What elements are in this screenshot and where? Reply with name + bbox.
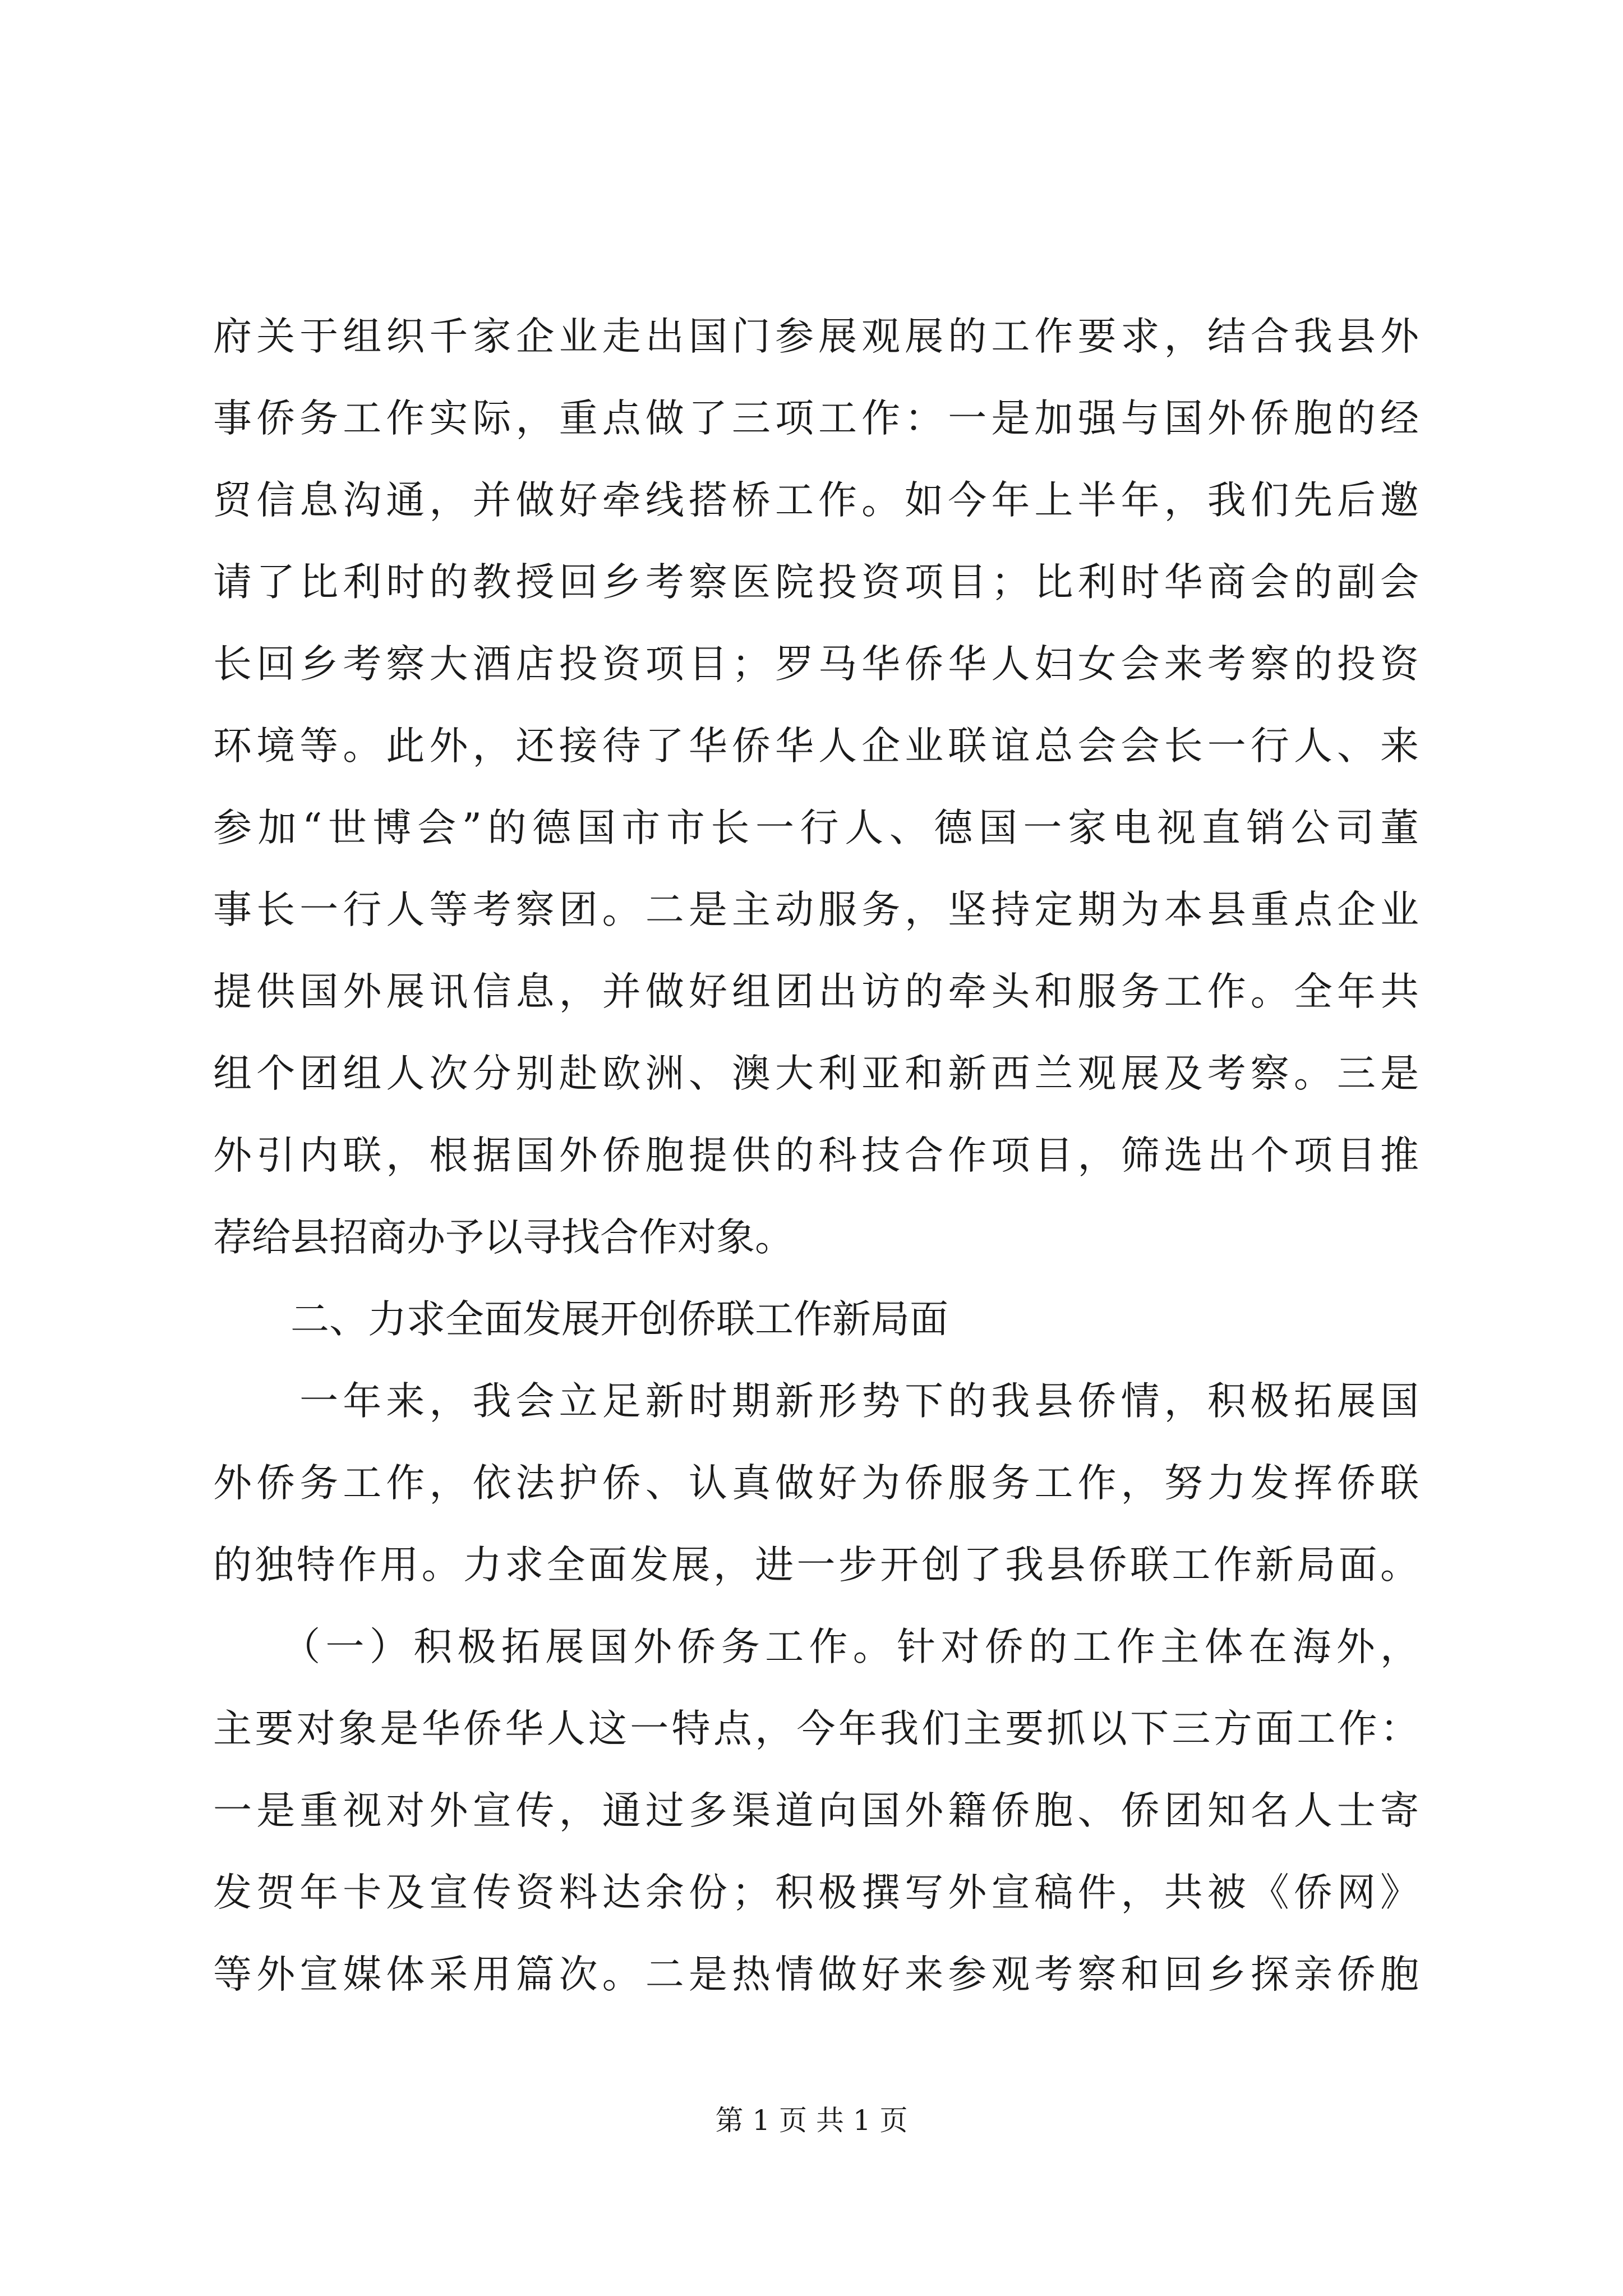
text-line: 发贺年卡及宣传资料达余份；积极撰写外宣稿件，共被《侨网》 (213, 1870, 1419, 1915)
text-line: 外引内联，根据国外侨胞提供的科技合作项目，筛选出个项目推 (213, 1133, 1419, 1178)
page-number-footer: 第 1 页 共 1 页 (715, 2104, 908, 2137)
text-line: 参加“世博会”的德国市市长一行人、德国一家电视直销公司董 (213, 806, 1419, 850)
text-line: 一年来，我会立足新时期新形势下的我县侨情，积极拓展国 (213, 1379, 1419, 1424)
text-line: （一）积极拓展国外侨务工作。针对侨的工作主体在海外， (213, 1625, 1419, 1669)
text-line: 事长一行人等考察团。二是主动服务，坚持定期为本县重点企业 (213, 887, 1419, 932)
text-line: 贸信息沟通，并做好牵线搭桥工作。如今年上半年，我们先后邀 (213, 478, 1419, 523)
text-line: 组个团组人次分别赴欧洲、澳大利亚和新西兰观展及考察。三是 (213, 1051, 1419, 1096)
text-line: 外侨务工作，依法护侨、认真做好为侨服务工作，努力发挥侨联 (213, 1461, 1419, 1506)
text-line: 等外宣媒体采用篇次。二是热情做好来参观考察和回乡探亲侨胞 (213, 1952, 1419, 1997)
text-line: 提供国外展讯信息，并做好组团出访的牵头和服务工作。全年共 (213, 969, 1419, 1014)
text-line: 府关于组织千家企业走出国门参展观展的工作要求，结合我县外 (213, 314, 1419, 359)
text-line: 一是重视对外宣传，通过多渠道向国外籍侨胞、侨团知名人士寄 (213, 1788, 1419, 1833)
text-line: 请了比利时的教授回乡考察医院投资项目；比利时华商会的副会 (213, 560, 1419, 605)
text-line: 环境等。此外，还接待了华侨华人企业联谊总会会长一行人、来 (213, 724, 1419, 769)
section-heading: 二、力求全面发展开创侨联工作新局面 (213, 1297, 948, 1342)
text-line: 荐给县招商办予以寻找合作对象。 (213, 1215, 794, 1260)
text-line: 长回乡考察大酒店投资项目；罗马华侨华人妇女会来考察的投资 (213, 642, 1419, 687)
text-line: 的独特作用。力求全面发展，进一步开创了我县侨联工作新局面。 (213, 1543, 1419, 1588)
text-line: 事侨务工作实际，重点做了三项工作：一是加强与国外侨胞的经 (213, 396, 1419, 441)
text-line: 主要对象是华侨华人这一特点，今年我们主要抓以下三方面工作： (213, 1706, 1419, 1751)
